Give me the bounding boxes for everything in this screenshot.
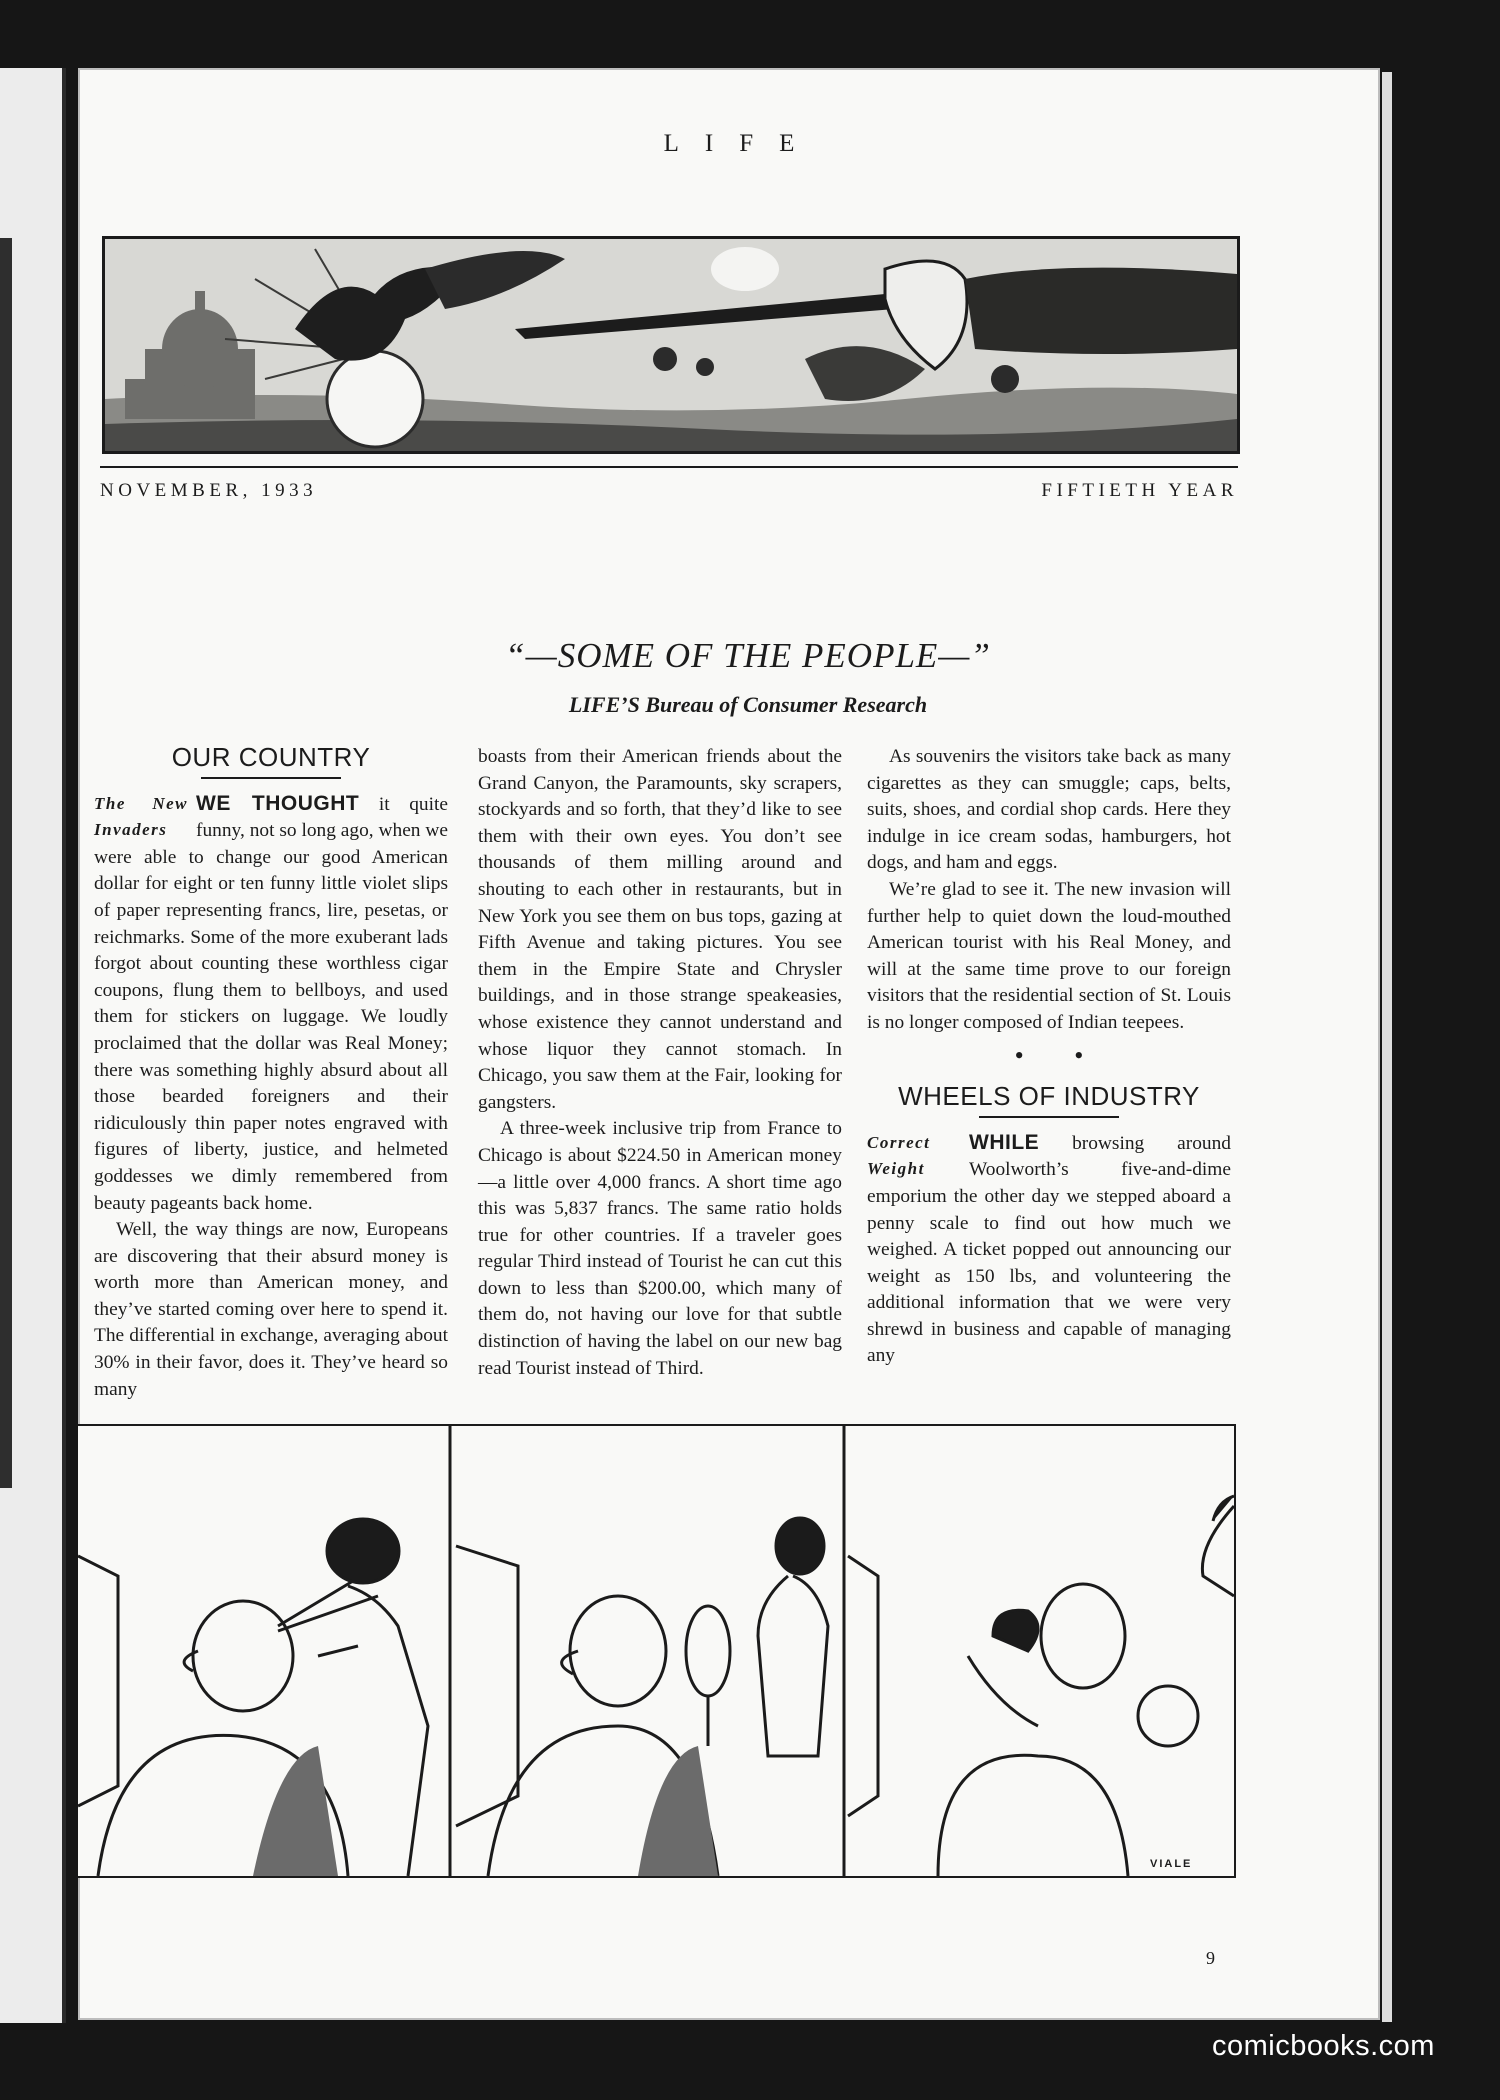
paragraph: As souvenirs the visitors take back as many cigarettes as they can smuggle; caps, belts, suits, shoes, and cordial shop cards. Here they indulge in ice cream sodas, hamburgers, hot dogs, and ham and eggs.	[867, 746, 1231, 874]
section-heading-our-country: OUR COUNTRY	[171, 742, 371, 772]
heading-rule	[979, 1116, 1119, 1118]
side-label-correct-weight: Correct Weight	[867, 1132, 931, 1178]
page-right-edge	[1382, 72, 1392, 2022]
magazine-page	[78, 68, 1380, 2020]
volume-year: FIFTIETH YEAR	[1041, 480, 1238, 501]
paragraph-text: it quite funny, not so long ago, when we were able to change our good American dollar for eight or ten funny little violet slips of paper representing francs, lire, pesetas, or reichmarks. Some of the more exuberant lads forgot about counting these worthless cigar coupons, flung them to bellboys, and used them for stickers on luggage. We loudly proclaimed that the dollar was Real Money; there was something highly absurd about all those bearded foreigners and their ridiculously thin paper notes engraved with figures of liberty, justice, and helmeted goddesses we dimly remembered from beauty pageants back home.	[94, 793, 449, 1214]
lead-in: WHILE	[969, 1130, 1040, 1154]
paragraph-text: browsing around Woolworth’s five-and-dime emporium the other day we stepped aboard a penny scale to find out how much we weighed. A ticket popped out announcing our weight as 150 lbs, and volunteering the additional information that we were very shrewd in business and capable of managing any	[867, 1132, 1231, 1367]
facing-page-edge	[0, 68, 66, 2023]
banner-illustration	[102, 236, 1240, 454]
column-3	[867, 744, 1231, 1370]
cartoon-drawing	[78, 1426, 1234, 1876]
column-1	[94, 744, 448, 1403]
section-divider-dots: • •	[1014, 1040, 1106, 1070]
lead-in: WE THOUGHT	[196, 791, 360, 815]
paragraph: boasts from their American friends about the Grand Canyon, the Paramounts, sky scrapers, stockyards and so forth, that they’d like to see them with their own eyes. You don’t see thousands of them milling around and shouting to each other in restaurants, but in New York you see them on bus tops, gazing at Fifth Avenue and taking pictures. You see them in the Empire State and Chrysler buildings, and in those strange speakeasies, whose existence they cannot understand and whose liquor they cannot stomach. In Chicago, you saw them at the Fair, looking for gangsters.	[478, 746, 842, 1113]
paragraph	[867, 1130, 1231, 1370]
article-subtitle: LIFE’S Bureau of Consumer Research	[568, 692, 928, 717]
side-label-new-invaders: The New Invaders	[94, 793, 188, 839]
artist-signature: VIALE	[1150, 1858, 1193, 1870]
column-2	[478, 744, 842, 1382]
masthead: LIFE	[663, 130, 821, 157]
issue-date: NOVEMBER, 1933	[100, 480, 318, 501]
banner-drawing	[105, 239, 1237, 451]
paragraph	[94, 791, 448, 1218]
section-heading-wheels-of-industry: WHEELS OF INDUSTRY	[898, 1081, 1200, 1112]
paragraph: We’re glad to see it. The new invasion will further help to quiet down the loud-mouthed American tourist with his Real Money, and will at the same time prove to our foreign visitors that the residential section of St. Louis is no longer composed of Indian teepees.	[867, 878, 1231, 1033]
barber-cartoon-strip	[78, 1424, 1236, 1878]
dateline	[100, 466, 1238, 502]
watermark-logo: comicbooks.com	[1212, 2030, 1435, 2062]
heading-rule	[201, 777, 341, 779]
article-title: “—SOME OF THE PEOPLE—”	[505, 636, 991, 675]
paragraph: Well, the way things are now, Europeans are discovering that their absurd money is worth more than American money, and they’ve started coming over here to spend it. The differential in exchange, averaging about 30% in their favor, does it. They’ve heard so many	[94, 1219, 448, 1400]
page-number: 9	[1206, 1948, 1215, 1968]
paragraph: A three-week inclusive trip from France to Chicago is about $224.50 in American money—a little over 4,000 francs. A short time ago this was 5,837 francs. The same ratio holds true for other countries. If a traveler goes regular Third instead of Tourist he can cut this down to less than $200.00, which many of them do, not having our love for that subtle distinction of having the label on our new bag read Tourist instead of Third.	[478, 1118, 842, 1379]
